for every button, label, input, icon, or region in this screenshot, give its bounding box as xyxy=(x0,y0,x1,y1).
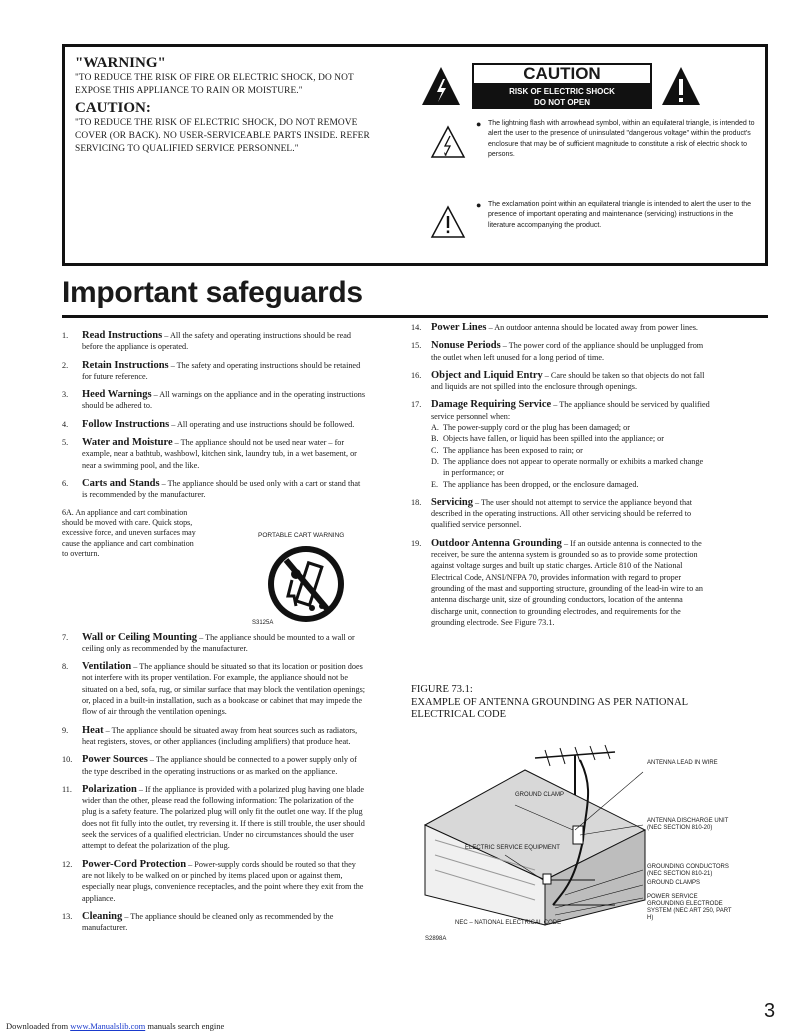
sub-item: A. The power-supply cord or the plug has been damaged; or xyxy=(431,423,630,433)
cart-code: S3125A xyxy=(252,619,274,626)
right-column xyxy=(411,322,711,635)
label-grounding-electrode: POWER SERVICE GROUNDING ELECTRODE SYSTEM (NEC ART 250, PART H) xyxy=(647,894,732,921)
list-item: 12. Power-Cord Protection – Power-supply cords should be routed so that they are not likely to be walked on or pinched by items placed upon or against them, especially near plugs, convenience receptacles, and the point where they exit from the appliance. xyxy=(62,858,364,903)
list-item: 6. Carts and Stands – The appliance should be used only with a cart or stand that is recommended by the manufacturer. xyxy=(62,477,361,500)
warning-text: "TO REDUCE THE RISK OF FIRE OR ELECTRIC SHOCK, DO NOT EXPOSE THIS APPLIANCE TO RAIN OR MOISTURE." xyxy=(75,73,354,96)
exclamation-outline-icon xyxy=(430,205,466,239)
list-item: 3. Heed Warnings – All warnings on the appliance and in the operating instructions should be adhered to. xyxy=(62,389,366,411)
bullet-icon: ● xyxy=(476,119,482,129)
caution-banner-line1: RISK OF ELECTRIC SHOCK xyxy=(472,85,652,98)
lightning-explanation: ● The lightning flash with arrowhead symbol, within an equilateral triangle, is intended to alert the user to the presence of uninsulated "dangerous voltage" within the product's enclosure that may be of sufficient magnitude to constitute a risk of electric shock to persons. xyxy=(476,119,755,158)
list-item: 9. Heat – The appliance should be situated away from heat sources such as radiators, heat registers, stoves, or other appliances (including amplifiers) that produce heat. xyxy=(62,724,358,746)
list-item: 7. Wall or Ceiling Mounting – The appliance should be mounted to a wall or ceiling only as recommended by the manufacturer. xyxy=(62,631,355,653)
label-service-equipment: ELECTRIC SERVICE EQUIPMENT xyxy=(465,845,560,851)
page-number: 3 xyxy=(764,1000,776,1022)
title-rule xyxy=(62,315,768,318)
left-column xyxy=(62,330,367,940)
label-figure-code: S2898A xyxy=(425,936,447,942)
list-item: 1. Read Instructions – All the safety and operating instructions should be read before the appliance is operated. xyxy=(62,330,351,352)
label-nec: NEC – NATIONAL ELECTRICAL CODE xyxy=(455,920,562,926)
cart-warning-block xyxy=(62,508,367,632)
list-item: 16. Object and Liquid Entry – Care should be taken so that objects do not fall and liquids are not spilled into the enclosure through openings. xyxy=(411,369,705,392)
cart-warning-label: PORTABLE CART WARNING xyxy=(258,531,345,539)
manualslib-link[interactable]: www.Manualslib.com xyxy=(70,1021,146,1031)
figure-title: EXAMPLE OF ANTENNA GROUNDING AS PER NATIONAL ELECTRICAL CODE xyxy=(411,696,688,720)
caution-text: "TO REDUCE THE RISK OF ELECTRIC SHOCK, DO NOT REMOVE COVER (OR BACK). NO USER-SERVICEABLE PARTS INSIDE. REFER SERVICING TO QUALIFIED SERVICE PERSONNEL." xyxy=(75,118,370,154)
list-item: 13. Cleaning – The appliance should be cleaned only as recommended by the manufacturer. xyxy=(62,910,334,933)
sub-item: B. Objects have fallen, or liquid has been spilled into the appliance; or xyxy=(431,434,664,444)
list-item: 11. Polarization – If the appliance is provided with a polarized plug having one blade wider than the other, please read the following information: The polarization of the plug is a safety feature. The polarized plug will only fit the outlet one way. If the plug does not fit fully into the outlet, try reversing it. If there is still trouble, the user should seek the services of a qualified electrician. Under no circumstances should the user attempt to defeat the polarization of the plug. xyxy=(62,783,365,851)
label-antenna-lead: ANTENNA LEAD IN WIRE xyxy=(647,760,718,766)
list-item: 18. Servicing – The user should not attempt to service the appliance beyond that described in the operating instructions. All other servicing should be referred to qualified service personnel. xyxy=(411,496,693,530)
list-item: 8. Ventilation – The appliance should be situated so that its location or position does not interfere with its proper ventilation. For example, the appliance should not be situated on a bed, sofa, rug, or similar surface that may block the ventilation openings; or, placed in a built-in installation, such as a bookcase or cabinet that may impede the flow of air through the ventilation openings. xyxy=(62,661,366,717)
label-ground-clamps: GROUND CLAMPS xyxy=(647,880,701,886)
warning-text-block xyxy=(75,55,375,156)
list-item: 5. Water and Moisture – The appliance should not be used near water – for example, near a bathtub, washbowl, kitchen sink, laundry tub, in a wet basement, or near a swimming pool, and the like. xyxy=(62,437,357,470)
list-item: 15. Nonuse Periods – The power cord of the appliance should be unplugged from the outlet when left unused for a long period of time. xyxy=(411,340,704,362)
label-grounding-conductors: GROUNDING CONDUCTORS (NEC SECTION 810-21) xyxy=(647,864,729,877)
bullet-icon: ● xyxy=(476,200,482,210)
lightning-outline-icon xyxy=(430,125,466,159)
sub-item: E. The appliance has been dropped, or the enclosure damaged. xyxy=(431,479,639,489)
sub-item: D. The appliance does not appear to operate normally or exhibits a marked change in performance; or xyxy=(431,456,704,478)
list-item: 19. Outdoor Antenna Grounding – If an outside antenna is connected to the receiver, be sure the antenna system is grounded so as to provide some protection against voltage surges and built up static charges. Article 810 of the National Electrical Code, ANSI/NFPA 70, provides information with regard to proper grounding of the mast and supporting structure, grounding of the lead-in wire to an antenna discharge unit, size of grounding conductors, location of the antenna discharge unit, connection to grounding electrodes, and requirements for the grounding electrode. See Figure 73.1. xyxy=(411,537,703,627)
label-ground-clamp: GROUND CLAMP xyxy=(515,792,565,798)
page-title: Important safeguards xyxy=(62,276,363,309)
caution-banner xyxy=(472,63,652,113)
label-discharge-unit: ANTENNA DISCHARGE UNIT (NEC SECTION 810-20) xyxy=(647,818,729,831)
warning-heading: "WARNING" xyxy=(75,55,166,71)
list-item: 2. Retain Instructions – The safety and operating instructions should be retained for future reference. xyxy=(62,359,361,381)
caution-banner-title: CAUTION xyxy=(472,63,652,85)
item-6a-text: 6A. An appliance and cart combination should be moved with care. Quick stops, excessive force, and uneven surfaces may cause the appliance and cart combination to overturn. xyxy=(62,507,196,559)
list-item: 10. Power Sources – The appliance should be connected to a power supply only of the type described in the operating instructions or as marked on the appliance. xyxy=(62,754,357,776)
sub-item: C. The appliance has been exposed to rain; or xyxy=(431,445,583,455)
caution-heading: CAUTION: xyxy=(75,100,151,116)
lightning-triangle-icon xyxy=(420,65,462,107)
antenna-grounding-diagram xyxy=(415,730,735,960)
cart-tipover-icon xyxy=(266,544,346,624)
list-item: 14. Power Lines – An outdoor antenna should be located away from power lines. xyxy=(411,322,698,333)
list-item: 4. Follow Instructions – All operating and use instructions should be followed. xyxy=(62,418,355,430)
footer: Downloaded from www.Manualslib.com manuals search engine xyxy=(6,1021,225,1031)
list-item: 17. Damage Requiring Service – The appliance should be serviced by qualified service personnel when: A. The power-supply cord or the plug has been damaged; or B. Objects have fallen, or liquid has been spilled into the appliance; or C. The appliance has been exposed to rain; or D. The appliance does not appear to operate normally or exhibits a marked change in performance; or E. The appliance has been dropped, or the enclosure damaged. xyxy=(411,399,710,489)
exclamation-explanation: ● The exclamation point within an equilateral triangle is intended to alert the user to the presence of important operating and maintenance (servicing) instructions in the literature accompanying the product. xyxy=(476,200,752,229)
warning-box xyxy=(62,44,768,266)
caution-banner-line2: DO NOT OPEN xyxy=(472,98,652,109)
figure-caption xyxy=(411,684,731,722)
figure-label: FIGURE 73.1: xyxy=(411,684,473,695)
exclamation-triangle-icon xyxy=(660,65,702,107)
